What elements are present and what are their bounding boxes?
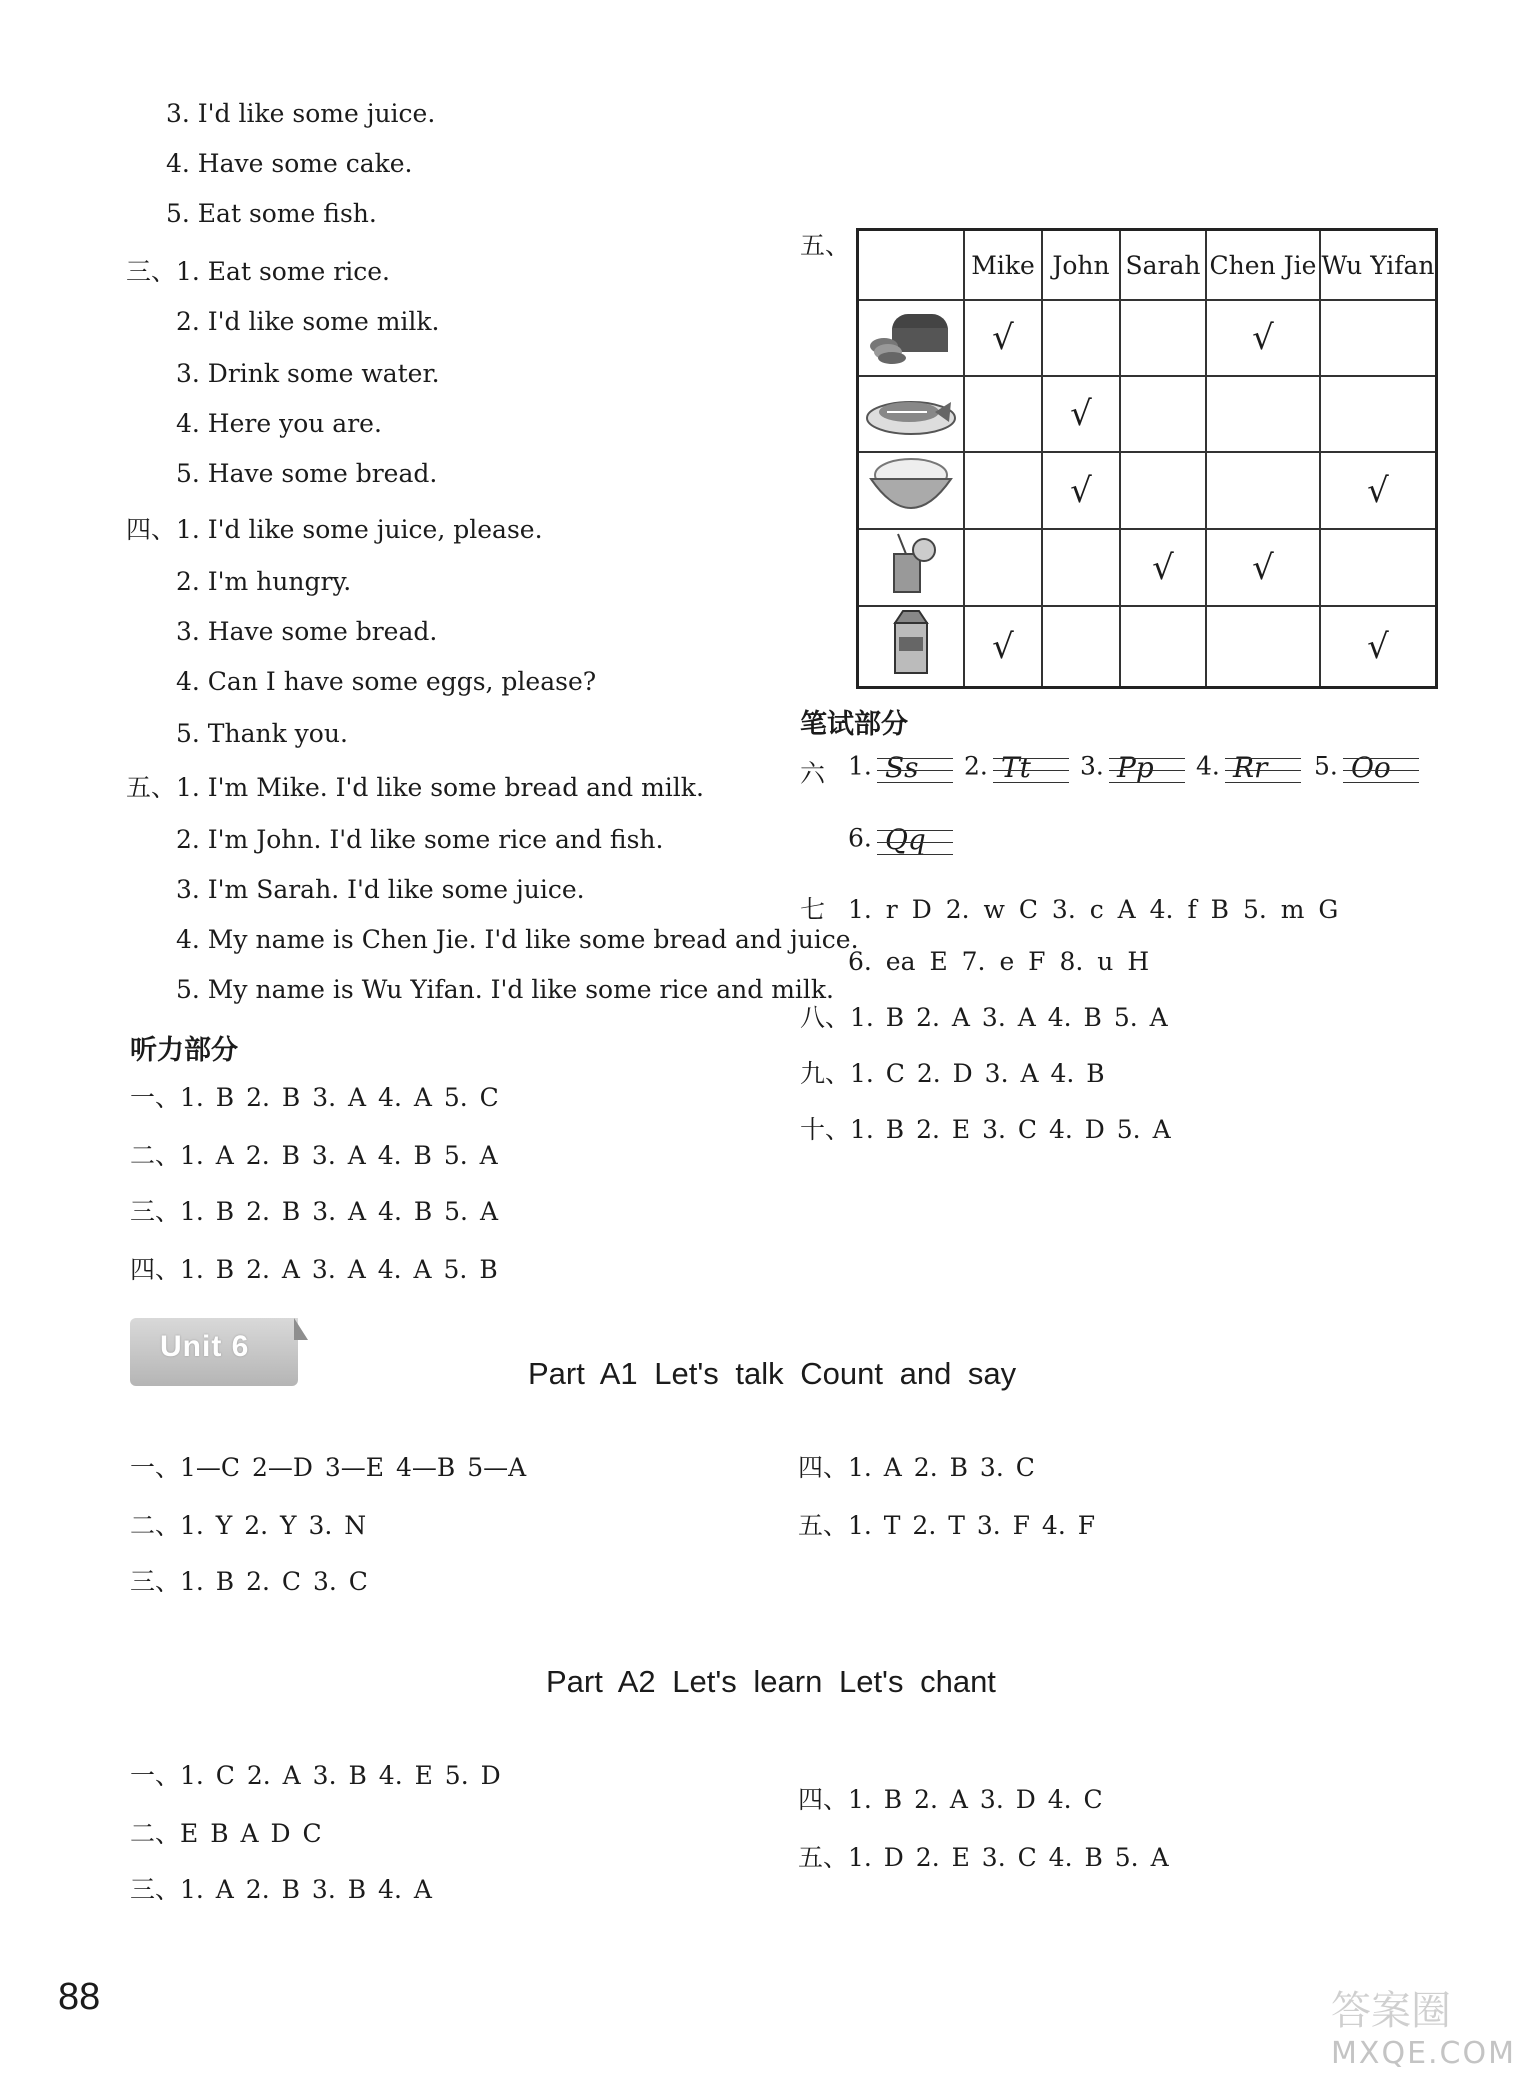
answer-row: 三、1. B 2. C 3. C (130, 1567, 368, 1596)
check-mark: √ (964, 606, 1042, 688)
check-cell (964, 529, 1042, 606)
written-heading: 笔试部分 (800, 709, 908, 740)
watermark-site: MXQE.COM (1331, 2036, 1516, 2071)
badge-fold (294, 1318, 308, 1340)
header-mike: Mike (964, 230, 1042, 301)
check-cell (1042, 529, 1120, 606)
check-mark: √ (1042, 452, 1120, 529)
part-title: Part A1 Let's talk Count and say (528, 1356, 1017, 1391)
answer-line: 3. Drink some water. (176, 359, 440, 388)
listening-heading: 听力部分 (130, 1035, 238, 1066)
answer-row: 6. ea E 7. e F 8. u H (848, 947, 1150, 976)
answer-letters: Pp (1116, 751, 1154, 784)
check-cell (1320, 529, 1437, 606)
handwriting-answer (877, 750, 953, 790)
item-number: 4. (1196, 751, 1220, 781)
handwriting-answer (993, 750, 1069, 790)
answer-row: 十、1. B 2. E 3. C 4. D 5. A (800, 1115, 1171, 1144)
answer-line: 4. My name is Chen Jie. I'd like some bread and juice. (176, 925, 859, 954)
check-cell (1120, 300, 1206, 376)
answer-row: 九、1. C 2. D 3. A 4. B (800, 1059, 1105, 1088)
answer-line: 1. I'm Mike. I'd like some bread and milk. (176, 773, 704, 802)
answer-line: 1. Eat some rice. (176, 257, 390, 286)
answer-letters: Ss (884, 751, 919, 784)
answer-row: 四、1. B 2. A 3. A 4. A 5. B (130, 1255, 498, 1284)
answer-row: 二、E B A D C (130, 1819, 322, 1848)
handwriting-item (848, 750, 953, 790)
section-label: 六 (800, 759, 826, 788)
answer-row: 四、1. B 2. A 3. D 4. C (798, 1785, 1103, 1814)
milk-carton-icon (858, 606, 965, 688)
answer-row: 八、1. B 2. A 3. A 4. B 5. A (800, 1003, 1168, 1032)
item-number: 1. (848, 751, 872, 781)
item-number: 2. (964, 751, 988, 781)
answer-row: 三、1. A 2. B 3. B 4. A (130, 1875, 432, 1904)
header-john: John (1042, 230, 1120, 301)
answer-letters: Tt (1000, 751, 1031, 784)
check-cell (1206, 606, 1320, 688)
check-cell (1206, 452, 1320, 529)
check-cell (1320, 376, 1437, 452)
check-cell (1120, 376, 1206, 452)
answer-row: 一、1—C 2—D 3—E 4—B 5—A (130, 1453, 527, 1482)
check-cell (1042, 300, 1120, 376)
table-label: 五、 (800, 231, 851, 260)
section-label: 四、 (126, 515, 177, 544)
check-cell (964, 376, 1042, 452)
check-cell (1120, 606, 1206, 688)
handwriting-answer (1225, 750, 1301, 790)
handwriting-item (1080, 750, 1185, 790)
answer-line: 4. Here you are. (176, 409, 382, 438)
section-label: 三、 (126, 257, 177, 286)
answer-row: 二、1. Y 2. Y 3. N (130, 1511, 367, 1540)
answer-line: 5. Eat some fish. (166, 199, 377, 228)
handwriting-item (1196, 750, 1301, 790)
table-corner (858, 230, 965, 301)
table-row (858, 300, 1437, 376)
check-mark: √ (1120, 529, 1206, 606)
answer-row: 1. r D 2. w C 3. c A 4. f B 5. m G (848, 895, 1339, 924)
check-cell (1042, 606, 1120, 688)
answer-letters: Qq (884, 823, 926, 856)
section-label: 七 (800, 895, 826, 924)
handwriting-answer (1109, 750, 1185, 790)
item-number: 5. (1314, 751, 1338, 781)
check-cell (1320, 300, 1437, 376)
table-row (858, 606, 1437, 688)
table-row (858, 452, 1437, 529)
answer-row: 三、1. B 2. B 3. A 4. B 5. A (130, 1197, 499, 1226)
bread-icon (858, 300, 965, 376)
section-label: 五、 (126, 773, 177, 802)
answer-line: 2. I'm John. I'd like some rice and fish. (176, 825, 664, 854)
table-row (858, 376, 1437, 452)
check-mark: √ (1042, 376, 1120, 452)
handwriting-answer (1343, 750, 1419, 790)
answer-row: 五、1. T 2. T 3. F 4. F (798, 1511, 1096, 1540)
check-cell (964, 452, 1042, 529)
juice-glass-icon (858, 529, 965, 606)
answer-line: 5. My name is Wu Yifan. I'd like some rice and milk. (176, 975, 834, 1004)
unit-label: Unit 6 (160, 1330, 250, 1363)
food-preference-table (856, 228, 1438, 689)
answer-line: 2. I'd like some milk. (176, 307, 440, 336)
check-mark: √ (1206, 529, 1320, 606)
table-header-row (858, 230, 1437, 301)
answer-letters: Oo (1350, 751, 1391, 784)
header-chen-jie: Chen Jie (1206, 230, 1320, 301)
check-mark: √ (1320, 606, 1437, 688)
header-sarah: Sarah (1120, 230, 1206, 301)
handwriting-item (964, 750, 1069, 790)
watermark (1331, 1979, 1516, 2071)
answer-line: 3. I'm Sarah. I'd like some juice. (176, 875, 585, 904)
handwriting-item (848, 822, 953, 862)
fish-icon (858, 376, 965, 452)
answer-row: 四、1. A 2. B 3. C (798, 1453, 1035, 1482)
answer-line: 5. Have some bread. (176, 459, 438, 488)
answer-line: 1. I'd like some juice, please. (176, 515, 543, 544)
rice-bowl-icon (858, 452, 965, 529)
answer-row: 一、1. B 2. B 3. A 4. A 5. C (130, 1083, 499, 1112)
handwriting-item (1314, 750, 1419, 790)
answer-line: 4. Can I have some eggs, please? (176, 667, 597, 696)
check-mark: √ (964, 300, 1042, 376)
handwriting-answer (877, 822, 953, 862)
table-row (858, 529, 1437, 606)
check-mark: √ (1206, 300, 1320, 376)
check-cell (1206, 376, 1320, 452)
item-number: 6. (848, 823, 872, 853)
answer-row: 一、1. C 2. A 3. B 4. E 5. D (130, 1761, 501, 1790)
answer-line: 2. I'm hungry. (176, 567, 352, 596)
unit-badge (130, 1318, 302, 1386)
check-cell (1120, 452, 1206, 529)
answer-line: 3. Have some bread. (176, 617, 438, 646)
check-mark: √ (1320, 452, 1437, 529)
part-title: Part A2 Let's learn Let's chant (546, 1664, 996, 1699)
watermark-logo: 答案圈 (1331, 1988, 1452, 2034)
answer-line: 4. Have some cake. (166, 149, 413, 178)
answer-row: 二、1. A 2. B 3. A 4. B 5. A (130, 1141, 498, 1170)
answer-letters: Rr (1232, 751, 1268, 784)
answer-row: 五、1. D 2. E 3. C 4. B 5. A (798, 1843, 1169, 1872)
answer-line: 5. Thank you. (176, 719, 348, 748)
header-wu-yifan: Wu Yifan (1320, 230, 1437, 301)
answer-line: 3. I'd like some juice. (166, 99, 436, 128)
item-number: 3. (1080, 751, 1104, 781)
page-number: 88 (58, 1976, 101, 2018)
